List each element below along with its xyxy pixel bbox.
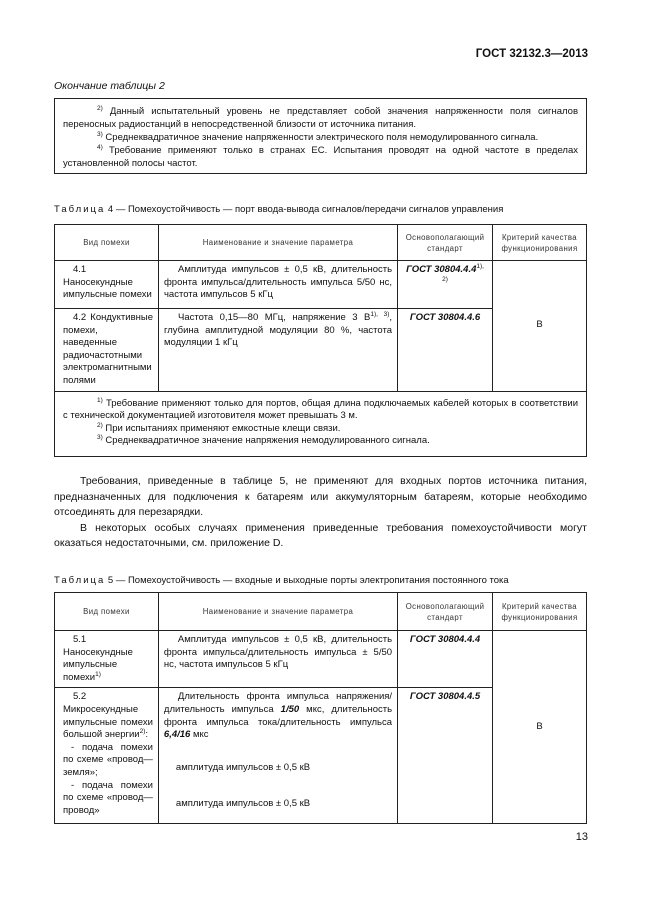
table2-note: $^{2)}$ Данный испытательный уровень не представляет собой значения напряженности поля сигналов переносных радиостанций в непосредственной близости от источника питания. [63,104,578,130]
table4-param-cell: Частота 0,15—80 МГц, напряжение 3 $В^{1), 3)}$, глубина амплитудной модуляции 80 %, частота модуляции 1 кГц [158,309,397,392]
table5-type-cell: 5.1 Наносекундные импульсные помехи$^{1)}$ [55,631,159,688]
table4 [54,224,587,457]
table5-param-cell: Длительность фронта импульса напряжения/ длительность импульса 1/50 мкс, длительность фронта импульса тока/длительность импульса 6,4/16 мкс амплитуда импульсов ± 0,5 кВ амплитуда импульсов ± 0,5 кВ [158,688,397,824]
table5-criterion: B [493,631,587,824]
table4-note: $^{3)}$ Среднеквадратичное значение напряжения немодулированного сигнала. [97,434,430,447]
table5-header-criterion: Критерий качества функционирования [493,593,587,631]
page-number: 13 [575,831,588,843]
table5-std-cell: ГОСТ 30804.4.5 [398,688,493,824]
table5-amplitude: амплитуда импульсов ± 0,5 кВ [175,761,311,773]
paragraph: Требования, приведенные в таблице 5, не применяют для входных портов источника питания, предназначенных для подключения к батареям или аккумуляторным батареям, которые необходимо отсоединять для перезарядки. [54,475,587,518]
table4-header-criterion: Критерий качества функционирования [493,225,587,261]
table5-amplitude: амплитуда импульсов ± 0,5 кВ [175,798,311,810]
table5-subtype: - подача помехи по схеме «провод—земля»; [63,741,153,778]
table4-header-param: Наименование и значение параметра [158,225,397,261]
body-text [54,474,587,552]
table4-type-cell: 4.2 Кондуктивные помехи, наведенные радиочастотными электромагнитными полями [55,309,159,392]
table5-header-std: Основополагающий стандарт [398,593,493,631]
table4-header-type: Вид помехи [55,225,159,261]
table4-note: $^{2)}$ При испытаниях применяют емкостные клещи связи. [97,421,341,434]
table2-note: $^{3)}$ Среднеквадратичное значение напряженности электрического поля немодулированного сигнала. [97,130,539,143]
table5-header-param: Наименование и значение параметра [158,593,397,631]
table4-criterion: B [493,261,587,392]
table5-type-cell: 5.2 Микросекундные импульсные помехи большой энергии$^{2)}$: - подача помехи по схеме «провод—земля»; - подача помехи по схеме «провод—провод» [55,688,159,824]
table5-caption: Таблица 5 — Помехоустойчивость — входные и выходные порты электропитания постоянного тока [54,575,509,586]
table4-note: $^{1)}$ Требование применяют только для портов, общая длина подключаемых кабелей которых в соответствии с технической документацией изготовителя может превышать 3 м. [63,396,578,422]
table4-caption: Таблица 4 — Помехоустойчивость — порт ввода-вывода сигналов/передачи сигналов управления [54,204,504,215]
table4-std-cell: ГОСТ $30804.4.4^{1), 2)}$ [398,261,493,309]
table4-type-cell: 4.1 Наносекундные импульсные помехи [55,261,159,309]
table5-header-type: Вид помехи [55,593,159,631]
standard-header: ГОСТ 32132.3—2013 [475,48,588,60]
table-row [55,631,587,688]
table2-notes-box [54,98,587,174]
table2-note: $^{4)}$ Требование применяют только в странах ЕС. Испытания проводят на одной частоте в пределах установленной полосы частот. [63,143,579,169]
table5-param-cell: Амплитуда импульсов ± 0,5 кВ, длительность фронта импульса/длительность импульса ± 5/50 нс, частота импульсов 5 кГц [158,631,397,688]
table4-header-std: Основополагающий стандарт [398,225,493,261]
table5-subtype: - подача помехи по схеме «провод—провод» [63,779,153,816]
paragraph: В некоторых особых случаях применения приведенные требования помехоустойчивости могут оказаться недостаточными, см. приложение D. [54,521,587,549]
table-row [55,261,587,309]
table4-std-cell: ГОСТ 30804.4.6 [398,309,493,392]
table5-std-cell: ГОСТ 30804.4.4 [398,631,493,688]
table4-notes-row [55,391,587,456]
table4-param-cell: Амплитуда импульсов ± 0,5 кВ, длительность фронта импульса/длительность импульса 5/50 нс, частота импульсов 5 кГц [158,261,397,309]
table5 [54,592,587,824]
table-continuation-title: Окончание таблицы 2 [54,80,165,92]
